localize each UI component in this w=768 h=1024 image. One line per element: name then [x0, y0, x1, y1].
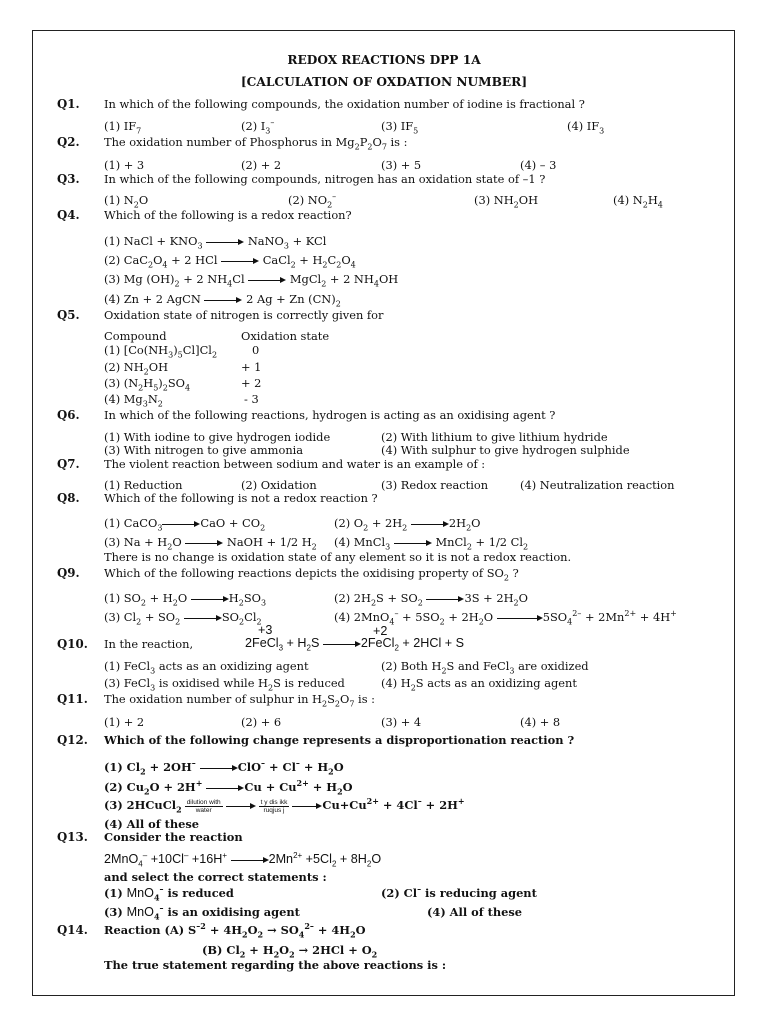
- question-number: Q12.: [57, 733, 88, 747]
- option-3: (3) With nitrogen to give ammonia: [104, 443, 304, 457]
- option-1: (1) $IF_7$: [104, 119, 142, 136]
- question-text: In which of the following compounds, the oxidation number of iodine is fractional ?: [104, 97, 585, 111]
- option-4: (4) With sulphur to give hydrogen sulphide: [381, 443, 630, 457]
- question-number: Q7.: [57, 457, 80, 471]
- arrow-icon: [323, 640, 361, 648]
- question-number: Q2.: [57, 135, 80, 149]
- question-text: In the reaction,: [104, 637, 194, 651]
- question-text: The oxidation number of sulphur in $H_2S_2O_7$ is :: [104, 692, 376, 709]
- option-4: (4) $H_2S$ acts as an oxidizing agent: [381, 676, 577, 693]
- doc-subtitle: [CALCULATION OF OXDATION NUMBER]: [240, 75, 528, 89]
- question-number: Q1.: [57, 97, 80, 111]
- compound-2: (2) $NH_2OH$: [104, 360, 169, 377]
- oxidation-state-1: 0: [252, 343, 260, 357]
- question-text: The violent reaction between sodium and water is an example of :: [104, 457, 486, 471]
- question-number: Q3.: [57, 172, 80, 186]
- option-2: (2) + 6: [241, 715, 282, 729]
- arrow-icon: [206, 238, 244, 246]
- option-4: (4) MnCl$_3$ MnCl$_2$ + 1/2 $Cl_2$: [334, 535, 529, 552]
- option-1: (1) CaCO$_3$ CaO + $CO_2$: [104, 516, 266, 533]
- arrow-icon: [226, 802, 256, 810]
- oxidation-state-label: +3: [258, 623, 273, 637]
- option-2: (2) Cl– is reducing agent: [381, 884, 537, 900]
- doc-title: REDOX REACTIONS DPP 1A: [287, 53, 481, 67]
- option-3: (3) $NH_2OH$: [474, 193, 539, 210]
- option-3: (3) $IF_5$: [381, 119, 419, 136]
- question-number: Q13.: [57, 830, 88, 844]
- option-1: (1) MnO$_4$– is reduced: [104, 884, 234, 903]
- arrow-icon: [184, 614, 222, 622]
- column-header-compound: Compound: [104, 329, 167, 343]
- oxidation-state-2: + 1: [241, 360, 262, 374]
- option-1: (1) $SO_2 + H_2O$ $H_2SO_3$: [104, 591, 267, 608]
- arrow-icon: [204, 296, 242, 304]
- arrow-icon: [200, 764, 238, 772]
- arrow-icon: [292, 802, 322, 810]
- question-text: Which of the following is a redox reaction?: [104, 208, 352, 222]
- question-text: The oxidation number of Phosphorus in $Mg_2P_2O_7$ is :: [104, 135, 408, 152]
- arrow-icon: [191, 595, 229, 603]
- option-3: (3) $Cl_2 + SO_2$ $SO_2Cl_2$: [104, 610, 262, 627]
- option-2: (2) With lithium to give lithium hydride: [381, 430, 608, 444]
- option-2: (2) $Cu_2O + 2H^+$ $Cu + Cu^{2+} + H_2O$: [104, 778, 353, 797]
- option-3: (3) MnO$_4$– is an oxidising agent: [104, 903, 300, 922]
- option-2: (2) $O_2 + 2H_2$ $2H_2O$: [334, 516, 481, 533]
- question-text: In which of the following reactions, hydrogen is acting as an oxidising agent ?: [104, 408, 556, 422]
- option-1: (1) $Cl_2 + 2OH^-$ $ClO^- + Cl^- + H_2O$: [104, 758, 344, 777]
- arrow-icon: [221, 257, 259, 265]
- reaction-1: (1) NaCl + $KNO_3$ NaNO$_3$ + KCl: [104, 234, 327, 251]
- option-3: (3) $Na + H_2O$ NaOH + 1/2 $H_2$: [104, 535, 317, 552]
- option-3: (3) FeCl$_3$ is oxidised while $H_2S$ is reduced: [104, 676, 345, 693]
- option-2: (2) Both $H_2S$ and FeCl$_3$ are oxidized: [381, 659, 589, 676]
- option-2: (2) $I_3^-$: [241, 118, 275, 136]
- question-number: Q5.: [57, 308, 80, 322]
- option-2: (2) $NO_2^-$: [288, 192, 337, 210]
- question-number: Q14.: [57, 923, 88, 937]
- option-3: (3) 2HCuCl$_2$ $\frac{\text{dilution with}}{\text{water}}$ $\frac{\text{t y dis ikk}}{\text{ruqjus j}}$ $Cu+Cu^{2+} + 4Cl^- + 2H^+$: [104, 796, 465, 815]
- column-header-oxidation-state: Oxidation state: [241, 329, 330, 343]
- option-1: (1) With iodine to give hydrogen iodide: [104, 430, 331, 444]
- reaction-a: Reaction (A) $S^{-2} + 4H_2O_2 \to SO_4^{2-} + 4H_2O$: [104, 921, 366, 940]
- reaction-3: (3) Mg $(OH)_2 + 2$ $NH_4Cl$ MgCl$_2$ + 2 $NH_4OH$: [104, 272, 399, 289]
- question-text: The true statement regarding the above reactions is :: [104, 958, 447, 972]
- arrow-icon: [248, 276, 286, 284]
- question-number: Q4.: [57, 208, 80, 222]
- option-3: (3) + 4: [381, 715, 422, 729]
- oxidation-state-4: - 3: [244, 392, 259, 406]
- option-4: (4) + 8: [520, 715, 561, 729]
- oxidation-state-label: +2: [373, 624, 388, 638]
- arrow-icon: [185, 539, 223, 547]
- question-number: Q11.: [57, 692, 88, 706]
- compound-3: (3) $(N_2H_5)_2SO_4$: [104, 376, 191, 393]
- reaction-condition: $\frac{\text{t y dis ikk}}{\text{ruqjus j}}$: [260, 798, 288, 814]
- option-2: (2) + 2: [241, 158, 282, 172]
- reaction-equation: 2FeCl$_3$ + $H_2S$ 2FeCl$_2$ + 2HCl + S: [245, 636, 465, 653]
- compound-4: (4) $Mg_3N_2$: [104, 392, 163, 409]
- reaction-equation: 2MnO$_4$– +10Cl– +16H+ $2Mn^{2+} +5Cl_2 + 8H_2O$: [104, 850, 382, 869]
- question-text: In which of the following compounds, nitrogen has an oxidation state of –1 ?: [104, 172, 546, 186]
- oxidation-state-3: + 2: [241, 376, 262, 390]
- option-4: (4) $2MnO_4^- + 5SO_2 + 2H_2O$ $5SO_4^{2-} + 2Mn^{2+} + 4H^+$: [334, 609, 677, 627]
- option-4: (4) Neutralization reaction: [520, 478, 675, 492]
- question-number: Q8.: [57, 491, 80, 505]
- reaction-condition: $\frac{\text{dilution with}}{\text{water}}$: [186, 798, 221, 814]
- compound-1: (1) $[Co(NH_3)_5Cl]Cl_2$: [104, 343, 218, 360]
- option-4: (4) $N_2H_4$: [613, 193, 663, 210]
- answer-note: There is no change is oxidation state of any element so it is not a redox reaction.: [104, 550, 572, 564]
- question-text: Consider the reaction: [104, 830, 243, 844]
- arrow-icon: [394, 539, 432, 547]
- question-number: Q10.: [57, 637, 88, 651]
- question-text: Which of the following reactions depicts the oxidising property of $SO_2$ ?: [104, 566, 519, 583]
- option-3: (3) Redox reaction: [381, 478, 489, 492]
- option-4: (4) All of these: [427, 905, 523, 919]
- option-4: (4) – 3: [520, 158, 557, 172]
- option-2: (2) $2H_2S + SO_2$ $3S + 2H_2O$: [334, 591, 528, 608]
- option-4: (4) All of these: [104, 817, 200, 831]
- arrow-icon: [497, 614, 543, 622]
- option-2: (2) Oxidation: [241, 478, 317, 492]
- question-text: Which of the following is not a redox reaction ?: [104, 491, 378, 505]
- instruction-text: and select the correct statements :: [104, 870, 327, 884]
- arrow-icon: [426, 595, 464, 603]
- question-text: Which of the following change represents a disproportionation reaction ?: [104, 733, 575, 747]
- reaction-b: (B) $Cl_2 + H_2O_2 \to 2HCl + O_2$: [202, 943, 378, 960]
- reaction-4: (4) Zn + 2 AgCN 2 Ag + Zn $(CN)_2$: [104, 292, 341, 309]
- arrow-icon: [162, 520, 200, 528]
- arrow-icon: [231, 856, 269, 864]
- option-1: (1) + 3: [104, 158, 145, 172]
- question-number: Q6.: [57, 408, 80, 422]
- option-4: (4) $IF_3$: [567, 119, 605, 136]
- question-text: Oxidation state of nitrogen is correctly given for: [104, 308, 384, 322]
- arrow-icon: [206, 784, 244, 792]
- option-1: (1) Reduction: [104, 478, 183, 492]
- reaction-2: (2) $CaC_2O_4 + 2$ HCl CaCl$_2$ + $H_2C_2O_4$: [104, 253, 356, 270]
- option-3: (3) + 5: [381, 158, 422, 172]
- option-1: (1) FeCl$_3$ acts as an oxidizing agent: [104, 659, 309, 676]
- option-1: (1) + 2: [104, 715, 145, 729]
- arrow-icon: [411, 520, 449, 528]
- question-number: Q9.: [57, 566, 80, 580]
- option-1: (1) $N_2O$: [104, 193, 149, 210]
